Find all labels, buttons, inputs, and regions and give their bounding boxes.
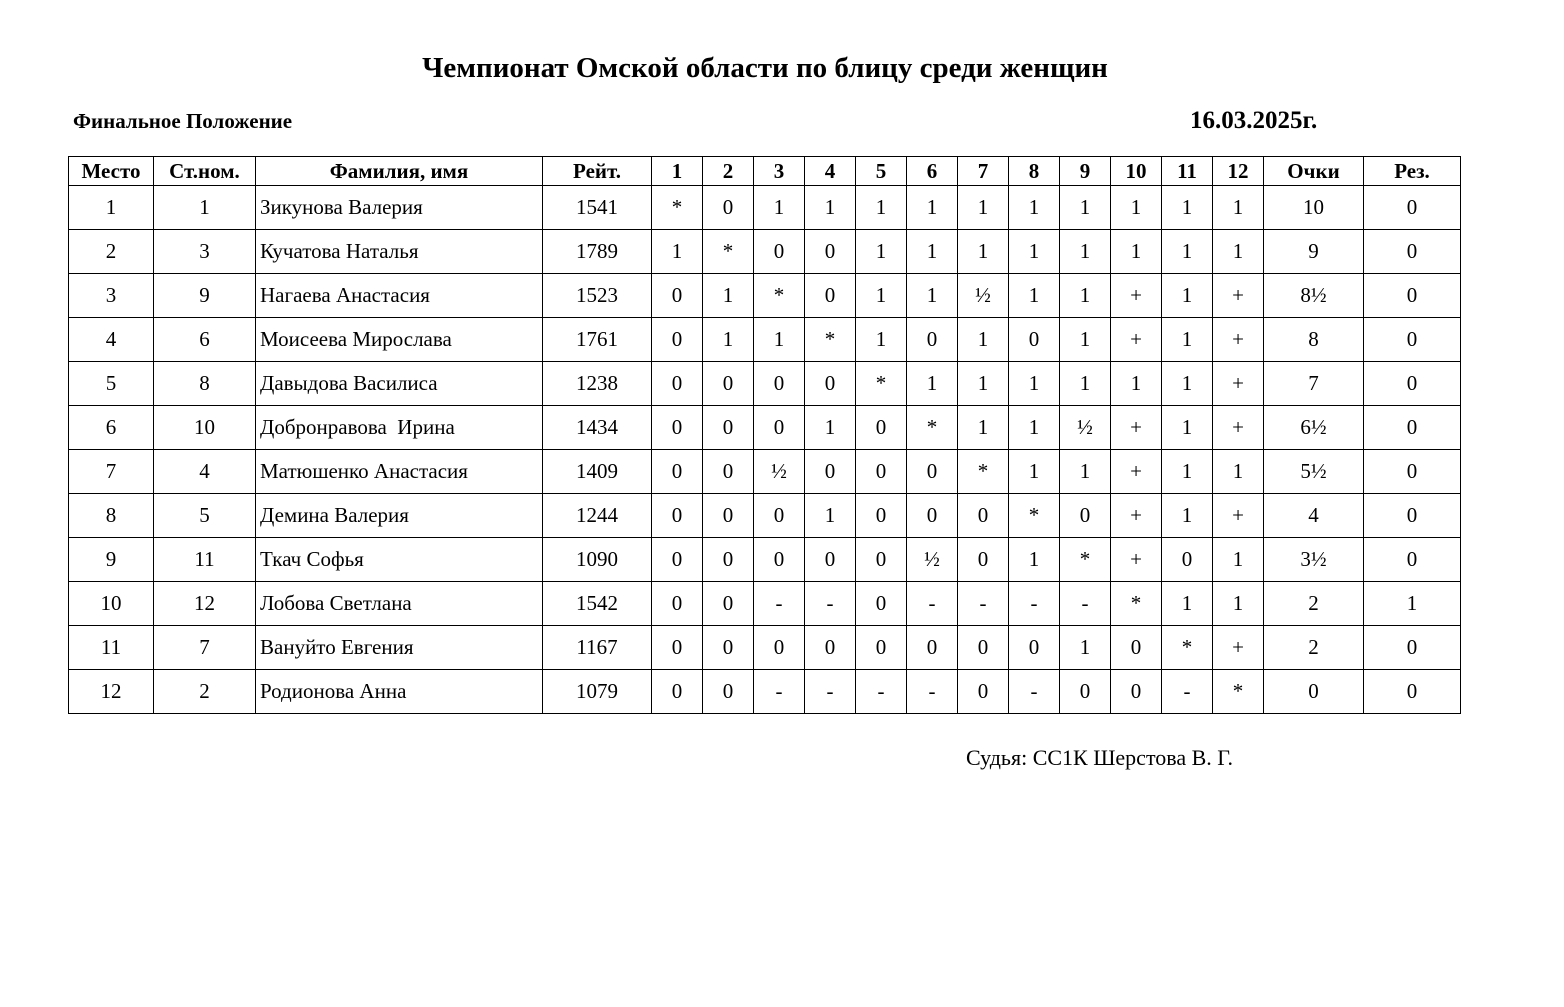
tournament-date: 16.03.2025г. [1190, 107, 1318, 134]
game-result-cell: 0 [652, 626, 703, 670]
table-row [69, 230, 1461, 274]
start-number-cell: 4 [154, 450, 256, 494]
game-result-cell: 1 [1111, 362, 1162, 406]
place-cell: 11 [69, 626, 154, 670]
start-number-cell: 1 [154, 186, 256, 230]
column-header: 8 [1009, 157, 1060, 186]
game-result-cell: 0 [754, 494, 805, 538]
game-result-cell: + [1213, 362, 1264, 406]
game-result-cell: 1 [1060, 626, 1111, 670]
game-result-cell: 1 [856, 274, 907, 318]
game-result-cell: 0 [652, 582, 703, 626]
game-result-cell: * [907, 406, 958, 450]
game-result-cell: 0 [754, 538, 805, 582]
start-number-cell: 6 [154, 318, 256, 362]
game-result-cell: 0 [754, 230, 805, 274]
place-cell: 10 [69, 582, 154, 626]
game-result-cell: + [1213, 494, 1264, 538]
game-result-cell: 1 [1213, 538, 1264, 582]
game-result-cell: 0 [805, 626, 856, 670]
game-result-cell: 0 [703, 406, 754, 450]
game-result-cell: 0 [652, 274, 703, 318]
table-row [69, 626, 1461, 670]
tiebreak-cell: 0 [1364, 186, 1461, 230]
column-header: Ст.ном. [154, 157, 256, 186]
game-result-cell: 1 [1213, 230, 1264, 274]
game-result-cell: * [1111, 582, 1162, 626]
game-result-cell: 1 [856, 318, 907, 362]
game-result-cell: 0 [1009, 626, 1060, 670]
tiebreak-cell: 0 [1364, 626, 1461, 670]
table-body [69, 186, 1461, 714]
game-result-cell: 1 [907, 186, 958, 230]
game-result-cell: + [1213, 406, 1264, 450]
player-name-cell: Вануйто Евгения [256, 626, 543, 670]
game-result-cell: 1 [805, 406, 856, 450]
game-result-cell: 1 [703, 318, 754, 362]
tiebreak-cell: 1 [1364, 582, 1461, 626]
game-result-cell: + [1213, 274, 1264, 318]
player-name-cell: Ткач Софья [256, 538, 543, 582]
table-row [69, 274, 1461, 318]
game-result-cell: 1 [1009, 538, 1060, 582]
game-result-cell: - [907, 582, 958, 626]
place-cell: 12 [69, 670, 154, 714]
game-result-cell: 0 [703, 186, 754, 230]
game-result-cell: 1 [1060, 318, 1111, 362]
column-header: Фамилия, имя [256, 157, 543, 186]
player-name-cell: Родионова Анна [256, 670, 543, 714]
game-result-cell: ½ [907, 538, 958, 582]
start-number-cell: 9 [154, 274, 256, 318]
tiebreak-cell: 0 [1364, 670, 1461, 714]
game-result-cell: 1 [754, 318, 805, 362]
game-result-cell: 0 [856, 626, 907, 670]
game-result-cell: + [1111, 450, 1162, 494]
start-number-cell: 8 [154, 362, 256, 406]
column-header: 5 [856, 157, 907, 186]
table-row [69, 670, 1461, 714]
game-result-cell: 0 [958, 626, 1009, 670]
game-result-cell: 0 [754, 362, 805, 406]
rating-cell: 1523 [543, 274, 652, 318]
column-header: 9 [1060, 157, 1111, 186]
rating-cell: 1541 [543, 186, 652, 230]
game-result-cell: 0 [907, 450, 958, 494]
game-result-cell: * [805, 318, 856, 362]
rating-cell: 1542 [543, 582, 652, 626]
place-cell: 5 [69, 362, 154, 406]
table-row [69, 406, 1461, 450]
place-cell: 2 [69, 230, 154, 274]
game-result-cell: 1 [1060, 362, 1111, 406]
player-name-cell: Зикунова Валерия [256, 186, 543, 230]
game-result-cell: - [1060, 582, 1111, 626]
game-result-cell: 1 [1060, 450, 1111, 494]
column-header: 12 [1213, 157, 1264, 186]
game-result-cell: 1 [652, 230, 703, 274]
game-result-cell: 0 [856, 538, 907, 582]
game-result-cell: 0 [856, 494, 907, 538]
rating-cell: 1789 [543, 230, 652, 274]
game-result-cell: 1 [805, 494, 856, 538]
game-result-cell: 0 [703, 450, 754, 494]
player-name-cell: Демина Валерия [256, 494, 543, 538]
column-header: 2 [703, 157, 754, 186]
game-result-cell: 1 [856, 230, 907, 274]
points-cell: 10 [1264, 186, 1364, 230]
game-result-cell: 1 [1009, 450, 1060, 494]
rating-cell: 1167 [543, 626, 652, 670]
game-result-cell: 1 [1009, 274, 1060, 318]
game-result-cell: ½ [1060, 406, 1111, 450]
standings-table [68, 156, 1461, 714]
points-cell: 6½ [1264, 406, 1364, 450]
judge-signature-line: Судья: СС1К Шерстова В. Г. [966, 745, 1234, 770]
game-result-cell: - [754, 670, 805, 714]
game-result-cell: 0 [805, 450, 856, 494]
game-result-cell: 1 [856, 186, 907, 230]
column-header: 11 [1162, 157, 1213, 186]
game-result-cell: 0 [958, 670, 1009, 714]
game-result-cell: + [1111, 494, 1162, 538]
tiebreak-cell: 0 [1364, 538, 1461, 582]
game-result-cell: 1 [1162, 494, 1213, 538]
start-number-cell: 11 [154, 538, 256, 582]
rating-cell: 1409 [543, 450, 652, 494]
game-result-cell: 0 [652, 406, 703, 450]
tiebreak-cell: 0 [1364, 494, 1461, 538]
game-result-cell: 1 [1162, 186, 1213, 230]
place-cell: 3 [69, 274, 154, 318]
game-result-cell: * [703, 230, 754, 274]
rating-cell: 1434 [543, 406, 652, 450]
player-name-cell: Давыдова Василиса [256, 362, 543, 406]
standings-subtitle: Финальное Положение [73, 109, 293, 133]
table-row [69, 494, 1461, 538]
game-result-cell: + [1213, 626, 1264, 670]
game-result-cell: 1 [1162, 274, 1213, 318]
start-number-cell: 7 [154, 626, 256, 670]
place-cell: 7 [69, 450, 154, 494]
game-result-cell: 1 [1060, 230, 1111, 274]
points-cell: 2 [1264, 582, 1364, 626]
game-result-cell: 1 [1162, 450, 1213, 494]
game-result-cell: + [1213, 318, 1264, 362]
game-result-cell: 0 [856, 450, 907, 494]
points-cell: 2 [1264, 626, 1364, 670]
game-result-cell: 0 [805, 538, 856, 582]
game-result-cell: - [1009, 670, 1060, 714]
rating-cell: 1238 [543, 362, 652, 406]
game-result-cell: + [1111, 406, 1162, 450]
points-cell: 0 [1264, 670, 1364, 714]
game-result-cell: 0 [907, 494, 958, 538]
game-result-cell: 1 [1009, 230, 1060, 274]
game-result-cell: 1 [958, 230, 1009, 274]
points-cell: 4 [1264, 494, 1364, 538]
column-header: 3 [754, 157, 805, 186]
game-result-cell: 0 [703, 494, 754, 538]
start-number-cell: 3 [154, 230, 256, 274]
rating-cell: 1761 [543, 318, 652, 362]
game-result-cell: 1 [958, 318, 1009, 362]
game-result-cell: - [805, 582, 856, 626]
start-number-cell: 5 [154, 494, 256, 538]
game-result-cell: * [856, 362, 907, 406]
game-result-cell: * [1060, 538, 1111, 582]
player-name-cell: Нагаева Анастасия [256, 274, 543, 318]
game-result-cell: - [856, 670, 907, 714]
table-row [69, 538, 1461, 582]
game-result-cell: 0 [754, 406, 805, 450]
points-cell: 9 [1264, 230, 1364, 274]
game-result-cell: 0 [703, 670, 754, 714]
game-result-cell: - [805, 670, 856, 714]
points-cell: 8½ [1264, 274, 1364, 318]
table-row [69, 186, 1461, 230]
column-header: 7 [958, 157, 1009, 186]
tiebreak-cell: 0 [1364, 274, 1461, 318]
tiebreak-cell: 0 [1364, 362, 1461, 406]
game-result-cell: + [1111, 318, 1162, 362]
game-result-cell: 0 [958, 538, 1009, 582]
rating-cell: 1090 [543, 538, 652, 582]
start-number-cell: 10 [154, 406, 256, 450]
start-number-cell: 12 [154, 582, 256, 626]
game-result-cell: 0 [652, 318, 703, 362]
game-result-cell: + [1111, 274, 1162, 318]
game-result-cell: - [958, 582, 1009, 626]
place-cell: 6 [69, 406, 154, 450]
game-result-cell: 0 [1111, 670, 1162, 714]
column-header: 1 [652, 157, 703, 186]
player-name-cell: Матюшенко Анастасия [256, 450, 543, 494]
game-result-cell: 0 [1009, 318, 1060, 362]
game-result-cell: 1 [1162, 362, 1213, 406]
game-result-cell: 1 [1162, 318, 1213, 362]
game-result-cell: * [1213, 670, 1264, 714]
game-result-cell: 1 [1009, 406, 1060, 450]
game-result-cell: 0 [907, 626, 958, 670]
tiebreak-cell: 0 [1364, 450, 1461, 494]
game-result-cell: 1 [805, 186, 856, 230]
game-result-cell: 0 [652, 670, 703, 714]
game-result-cell: 0 [805, 362, 856, 406]
game-result-cell: 0 [652, 362, 703, 406]
game-result-cell: 0 [703, 538, 754, 582]
game-result-cell: 0 [1060, 494, 1111, 538]
game-result-cell: 0 [703, 626, 754, 670]
game-result-cell: * [1009, 494, 1060, 538]
game-result-cell: 1 [907, 362, 958, 406]
game-result-cell: 1 [907, 274, 958, 318]
place-cell: 8 [69, 494, 154, 538]
game-result-cell: 1 [754, 186, 805, 230]
tiebreak-cell: 0 [1364, 318, 1461, 362]
game-result-cell: - [754, 582, 805, 626]
game-result-cell: 1 [1060, 186, 1111, 230]
game-result-cell: - [1162, 670, 1213, 714]
game-result-cell: 1 [1162, 406, 1213, 450]
game-result-cell: ½ [754, 450, 805, 494]
table-row [69, 318, 1461, 362]
place-cell: 1 [69, 186, 154, 230]
points-cell: 8 [1264, 318, 1364, 362]
points-cell: 7 [1264, 362, 1364, 406]
table-row [69, 362, 1461, 406]
column-header: Место [69, 157, 154, 186]
column-header: Рез. [1364, 157, 1461, 186]
game-result-cell: - [907, 670, 958, 714]
game-result-cell: 1 [958, 362, 1009, 406]
column-header: 10 [1111, 157, 1162, 186]
game-result-cell: 1 [1213, 582, 1264, 626]
points-cell: 5½ [1264, 450, 1364, 494]
game-result-cell: 0 [703, 362, 754, 406]
game-result-cell: 1 [703, 274, 754, 318]
game-result-cell: 1 [1111, 186, 1162, 230]
game-result-cell: ½ [958, 274, 1009, 318]
rating-cell: 1244 [543, 494, 652, 538]
game-result-cell: 0 [652, 494, 703, 538]
points-cell: 3½ [1264, 538, 1364, 582]
column-header: Рейт. [543, 157, 652, 186]
game-result-cell: * [652, 186, 703, 230]
player-name-cell: Добронравова Ирина [256, 406, 543, 450]
game-result-cell: 1 [1162, 230, 1213, 274]
tiebreak-cell: 0 [1364, 406, 1461, 450]
game-result-cell: 0 [1060, 670, 1111, 714]
game-result-cell: 1 [1213, 450, 1264, 494]
game-result-cell: 0 [754, 626, 805, 670]
game-result-cell: 1 [1009, 362, 1060, 406]
game-result-cell: 1 [1162, 582, 1213, 626]
game-result-cell: + [1111, 538, 1162, 582]
player-name-cell: Лобова Светлана [256, 582, 543, 626]
table-row [69, 582, 1461, 626]
game-result-cell: 1 [1213, 186, 1264, 230]
game-result-cell: 0 [856, 406, 907, 450]
start-number-cell: 2 [154, 670, 256, 714]
game-result-cell: 0 [1162, 538, 1213, 582]
game-result-cell: 1 [958, 406, 1009, 450]
game-result-cell: 0 [1111, 626, 1162, 670]
player-name-cell: Кучатова Наталья [256, 230, 543, 274]
column-header: 6 [907, 157, 958, 186]
game-result-cell: 0 [856, 582, 907, 626]
game-result-cell: 0 [805, 230, 856, 274]
game-result-cell: 1 [1009, 186, 1060, 230]
table-row [69, 450, 1461, 494]
game-result-cell: * [1162, 626, 1213, 670]
column-header: Очки [1264, 157, 1364, 186]
game-result-cell: 0 [805, 274, 856, 318]
game-result-cell: 0 [703, 582, 754, 626]
table-header-row [69, 157, 1461, 186]
game-result-cell: 0 [652, 538, 703, 582]
game-result-cell: * [754, 274, 805, 318]
rating-cell: 1079 [543, 670, 652, 714]
game-result-cell: 0 [907, 318, 958, 362]
game-result-cell: 1 [907, 230, 958, 274]
game-result-cell: 1 [958, 186, 1009, 230]
tiebreak-cell: 0 [1364, 230, 1461, 274]
document-title: Чемпионат Омской области по блицу среди женщин [422, 52, 1108, 84]
player-name-cell: Моисеева Мирослава [256, 318, 543, 362]
game-result-cell: 0 [958, 494, 1009, 538]
game-result-cell: 1 [1060, 274, 1111, 318]
game-result-cell: * [958, 450, 1009, 494]
game-result-cell: - [1009, 582, 1060, 626]
place-cell: 4 [69, 318, 154, 362]
game-result-cell: 0 [652, 450, 703, 494]
place-cell: 9 [69, 538, 154, 582]
game-result-cell: 1 [1111, 230, 1162, 274]
column-header: 4 [805, 157, 856, 186]
